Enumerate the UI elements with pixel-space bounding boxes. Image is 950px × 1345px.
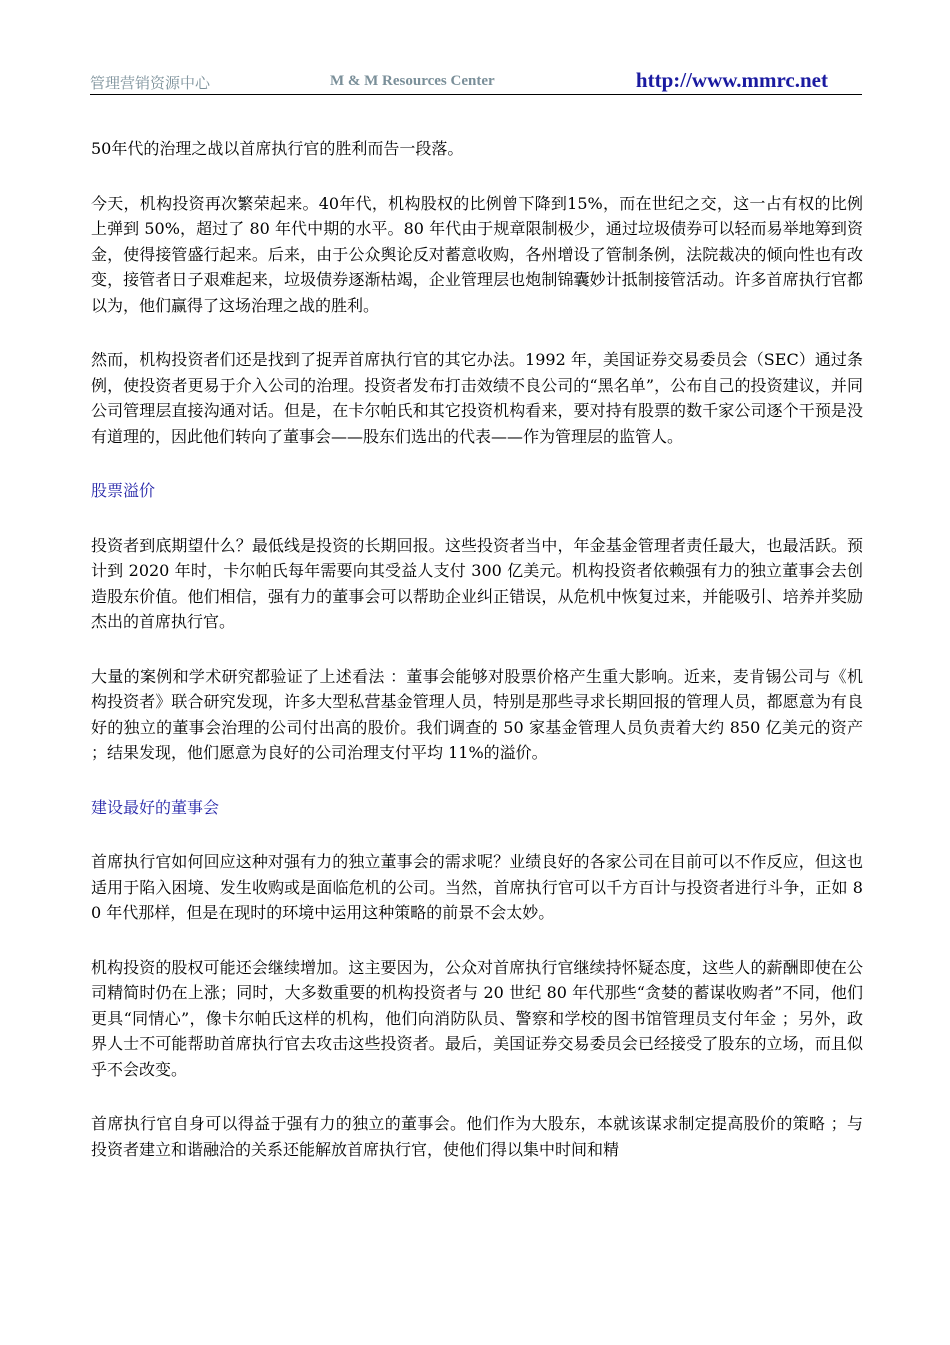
- document-body: [91, 136, 863, 1191]
- section-heading-best-board: 建设最好的董事会: [91, 797, 220, 817]
- paragraph-5: 大量的案例和学术研究都验证了上述看法 ：董事会能够对股票价格产生重大影响。近来，麦肯锡公司与《机构投资者》联合研究发现，许多大型私营基金管理人员，特别是那些寻求长期回报的管理人员，都愿意为有良好的独立的董事会治理的公司付出高的股价。我们调查的 50 家基金管理人员负责着大约 850 亿美元的资产 ；结果发现，他们愿意为良好的公司治理支付平均 11%的溢价。: [91, 666, 863, 762]
- paragraph-6: 首席执行官如何回应这种对强有力的独立董事会的需求呢？业绩良好的各家公司在目前可以不作反应，但这也适用于陷入困境、发生收购或是面临危机的公司。当然，首席执行官可以千方百计与投资者进行斗争，正如 80 年代那样，但是在现时的环境中运用这种策略的前景不会太妙。: [91, 852, 863, 922]
- header-center-name: M & M Resources Center: [330, 73, 495, 89]
- header-org-name: 管理营销资源中心: [90, 74, 211, 92]
- paragraph-7: 机构投资的股权可能还会继续增加。这主要因为，公众对首席执行官继续持怀疑态度，这些人的薪酬即使在公司精简时仍在上涨；同时，大多数重要的机构投资者与 20 世纪 80 年代那些“贪婪的蓄谋收购者”不同，他们更具“同情心”，像卡尔帕氏这样的机构，他们向消防队员、警察和学校的图书馆管理员支付年金 ；另外，政界人士不可能帮助首席执行官去攻击这些投资者。最后，美国证券交易委员会已经接受了股东的立场，而且似乎不会改变。: [91, 957, 863, 1079]
- paragraph-2: 今天，机构投资再次繁荣起来。40年代，机构股权的比例曾下降到15%，而在世纪之交，这一占有权的比例上弹到 50%，超过了 80 年代中期的水平。80 年代由于规章限制极少，通过垃圾债券可以轻而易举地筹到资金，使得接管盛行起来。后来，由于公众舆论反对蓄意收购，各州增设了管制条例，法院裁决的倾向性也有改变，接管者日子艰难起来，垃圾债券逐渐枯竭，企业管理层也炮制锦囊妙计抵制接管活动。许多首席执行官都以为，他们赢得了这场治理之战的胜利。: [91, 193, 863, 315]
- paragraph-8: 首席执行官自身可以得益于强有力的独立的董事会。他们作为大股东，本就该谋求制定提高股价的策略 ；与投资者建立和谐融洽的关系还能解放首席执行官，使他们得以集中时间和精: [91, 1114, 863, 1159]
- header-url[interactable]: http://www.mmrc.net: [635, 68, 828, 92]
- section-heading-stock-premium: 股票溢价: [91, 481, 156, 500]
- page-header: [90, 68, 862, 95]
- paragraph-3: 然而，机构投资者们还是找到了捉弄首席执行官的其它办法。1992 年，美国证券交易委员会（SEC）通过条例，使投资者更易于介入公司的治理。投资者发布打击效绩不良公司的“黑名单”，公布自己的投资建议，并同公司管理层直接沟通对话。但是，在卡尔帕氏和其它投资机构看来，要对持有股票的数千家公司逐个干预是没有道理的，因此他们转向了董事会——股东们选出的代表——作为管理层的监管人。: [91, 350, 863, 446]
- paragraph-1: 50年代的治理之战以首席执行官的胜利而告一段落。: [91, 139, 464, 158]
- paragraph-4: 投资者到底期望什么？最低线是投资的长期回报。这些投资者当中，年金基金管理者责任最大，也最活跃。预计到 2020 年时，卡尔帕氏每年需要向其受益人支付 300 亿美元。机构投资者依赖强有力的独立董事会去创造股东价值。他们相信，强有力的董事会可以帮助企业纠正错误，从危机中恢复过来，并能吸引、培养并奖励杰出的首席执行官。: [91, 535, 863, 631]
